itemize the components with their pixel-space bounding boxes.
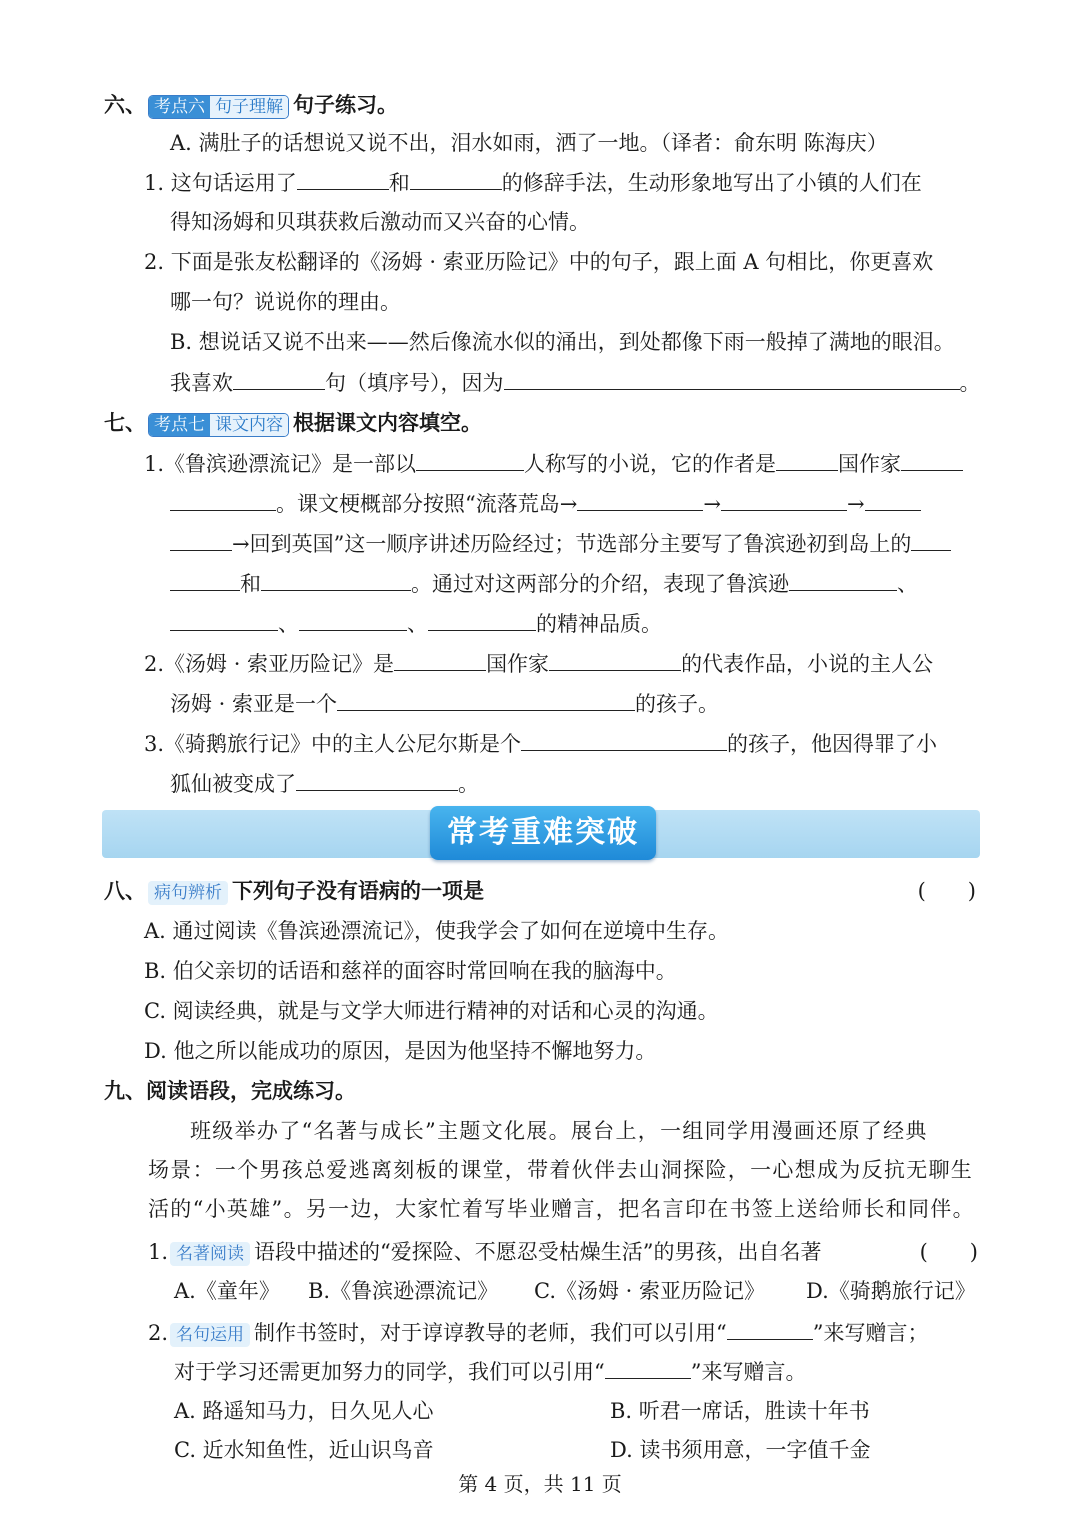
- q7-heading: [104, 408, 482, 438]
- q7-line5: [170, 608, 662, 639]
- q9-sub2-number: 2.: [148, 1321, 169, 1345]
- q7-blank-tom-country[interactable]: [394, 648, 486, 671]
- q9-sub1-text: 语段中描述的“爱探险、不愿忍受枯燥生活”的男孩，出自名著: [254, 1240, 822, 1264]
- q6-answer-line: [170, 367, 981, 398]
- q6-item1-text-a: 1. 这句话运用了: [144, 171, 297, 195]
- q6-blank-reason[interactable]: [504, 367, 960, 390]
- q7-line1: [144, 448, 963, 479]
- q6-item1-text-c: 的修辞手法，生动形象地写出了小镇的人们在: [501, 171, 922, 195]
- q8-number: 八、: [104, 878, 146, 903]
- q6-tag: [148, 95, 289, 119]
- q7-blank-content-2[interactable]: [261, 568, 411, 591]
- q6-sentence-a: A. 满肚子的话想说又说不出，泪水如雨，洒了一地。（译者：俞东明 陈海庆）: [170, 131, 888, 155]
- q8-option-d[interactable]: D. 他之所以能成功的原因，是因为他坚持不懈地努力。: [144, 1039, 657, 1063]
- q7-blank-content-1a[interactable]: [911, 528, 951, 551]
- q7-title: 根据课文内容填空。: [293, 410, 482, 435]
- q7-line8: [144, 728, 937, 759]
- q6-sentence-b: B. 想说话又说不出来——然后像流水似的涌出，到处都像下雨一般掉了满地的眼泪。: [170, 330, 955, 354]
- q9-sub2-option-b[interactable]: B. 听君一席话，胜读十年书: [610, 1399, 870, 1423]
- q7-l6-text-a: 2.《汤姆 · 索亚历险记》是: [144, 652, 395, 676]
- q6-title: 句子练习。: [293, 92, 398, 117]
- q7-l1-text-c: 国作家: [838, 452, 902, 476]
- q7-l2-arrow-b: →: [846, 492, 865, 516]
- q6-item2-line2: 哪一句？说说你的理由。: [170, 290, 401, 314]
- q7-tag-b: 课文内容: [210, 414, 288, 436]
- q6-number: 六、: [104, 92, 146, 117]
- q7-blank-tom-trait[interactable]: [337, 688, 635, 711]
- q6-blank-rhetoric-1[interactable]: [297, 167, 389, 190]
- q7-blank-content-1b[interactable]: [170, 568, 240, 591]
- q9-sub1-number: 1.: [148, 1240, 169, 1264]
- q7-blank-country[interactable]: [776, 448, 838, 471]
- q8-option-c[interactable]: C. 阅读经典，就是与文学大师进行精神的对话和心灵的沟通。: [144, 999, 719, 1023]
- q7-line3: [170, 528, 951, 559]
- q7-line7: [170, 688, 719, 719]
- q7-l4-text-a: 和: [240, 572, 261, 596]
- q9-sub1-option-d[interactable]: D.《骑鹅旅行记》: [806, 1279, 976, 1303]
- q7-blank-tom-author[interactable]: [549, 648, 681, 671]
- q6-blank-rhetoric-2[interactable]: [410, 167, 502, 190]
- q9-sub1-answer-bracket[interactable]: ( ): [919, 1240, 978, 1264]
- q9-sub2-line1: [148, 1317, 929, 1348]
- q7-tag: [148, 413, 289, 437]
- q6-answer-text-a: 我喜欢: [170, 371, 233, 395]
- page-number: 第 4 页，共 11 页: [458, 1472, 622, 1496]
- q6-tag-b: 句子理解: [210, 96, 288, 118]
- q7-l6-text-b: 国作家: [486, 652, 550, 676]
- q6-heading: [104, 90, 398, 120]
- q7-blank-plot-1[interactable]: [577, 488, 703, 511]
- q6-item1-text-b: 和: [388, 171, 410, 195]
- q9-sub2-l2-text-b: ”来写赠言。: [690, 1360, 807, 1384]
- q6-item2-line1: 2. 下面是张友松翻译的《汤姆 · 索亚历险记》中的句子，跟上面 A 句相比，你更喜欢: [144, 250, 934, 274]
- q9-sub1-option-c[interactable]: C.《汤姆 · 索亚历险记》: [534, 1279, 766, 1303]
- q8-option-b[interactable]: B. 伯父亲切的话语和慈祥的面容时常回响在我的脑海中。: [144, 959, 677, 983]
- q8-title: 下列句子没有语病的一项是: [232, 878, 484, 903]
- q7-line6: [144, 648, 933, 679]
- q9-sub2-l2-text-a: 对于学习还需更加努力的同学，我们可以引用“: [174, 1360, 605, 1384]
- q8-tag: 病句辨析: [148, 881, 228, 905]
- q7-l8-text-b: 的孩子，他因得罪了小: [727, 732, 938, 756]
- q9-sub1-option-b[interactable]: B.《鲁滨逊漂流记》: [308, 1279, 499, 1303]
- q8-option-a[interactable]: A. 通过阅读《鲁滨逊漂流记》，使我学会了如何在逆境中生存。: [144, 919, 730, 943]
- q7-l5-text: 的精神品质。: [536, 612, 662, 636]
- q9-sub2-option-a[interactable]: A. 路遥知马力，日久见人心: [174, 1399, 434, 1423]
- q7-blank-author-b[interactable]: [170, 488, 276, 511]
- q6-tag-a: 考点六: [149, 96, 210, 118]
- q6-item1-line1: [144, 167, 922, 198]
- q7-blank-author-a[interactable]: [901, 448, 963, 471]
- q6-item1-line2: 得知汤姆和贝琪获救后激动而又兴奋的心情。: [170, 210, 590, 234]
- q8-answer-bracket[interactable]: ( ): [917, 879, 976, 903]
- q7-l6-text-c: 的代表作品，小说的主人公: [681, 652, 934, 676]
- q9-sub2-option-d[interactable]: D. 读书须用意，一字值千金: [610, 1438, 871, 1462]
- q7-l7-text-a: 汤姆 · 索亚是一个: [170, 692, 338, 716]
- q7-l9-text-a: 狐仙被变成了: [170, 772, 296, 796]
- q9-sub2-line2: [174, 1356, 806, 1387]
- q9-sub2-text-a: 制作书签时，对于谆谆教导的老师，我们可以引用“: [254, 1321, 727, 1345]
- q7-l2-arrow-a: →: [703, 492, 721, 516]
- q7-l9-text-b: 。: [458, 772, 479, 796]
- q9-sub1: [148, 1237, 978, 1267]
- q9-blank-teacher-quote[interactable]: [727, 1317, 813, 1340]
- q7-number: 七、: [104, 410, 146, 435]
- q7-line9: [170, 768, 479, 799]
- q9-sub1-tag: 名著阅读: [170, 1242, 250, 1266]
- q7-blank-person[interactable]: [416, 448, 524, 471]
- q9-passage-line2: 场景：一个男孩总爱逃离刻板的课堂，带着伙伴去山洞探险，一心想成为反抗无聊生: [148, 1158, 974, 1182]
- q8-heading: [104, 876, 980, 906]
- q7-l7-text-b: 的孩子。: [635, 692, 720, 716]
- q6-answer-text-b: 句（填序号），因为: [325, 371, 504, 395]
- q7-blank-quality-1[interactable]: [789, 568, 897, 591]
- q9-passage-line3: 活的“小英雄”。另一边，大家忙着写毕业赠言，把名言印在书签上送给师长和同伴。: [148, 1197, 975, 1221]
- q7-blank-quality-3[interactable]: [299, 608, 407, 631]
- q7-line2: [170, 488, 921, 519]
- q7-l4-comma: 、: [897, 572, 918, 596]
- q9-heading: 九、阅读语段，完成练习。: [104, 1078, 356, 1103]
- q7-l1-text-b: 人称写的小说，它的作者是: [524, 452, 777, 476]
- q6-answer-end: 。: [959, 371, 981, 395]
- q7-l3-text: →回到英国”这一顺序讲述历险经过；节选部分主要写了鲁滨逊初到岛上的: [232, 532, 912, 556]
- q9-sub2-text-b: ”来写赠言；: [812, 1321, 929, 1345]
- q7-blank-nils-trait[interactable]: [521, 728, 727, 751]
- q7-blank-nils-form[interactable]: [296, 768, 458, 791]
- q7-blank-plot-2[interactable]: [721, 488, 847, 511]
- q7-l8-text-a: 3.《骑鹅旅行记》中的主人公尼尔斯是个: [144, 732, 522, 756]
- q9-blank-classmate-quote[interactable]: [605, 1356, 691, 1379]
- q7-blank-quality-2[interactable]: [170, 608, 278, 631]
- q7-blank-plot-3a[interactable]: [865, 488, 921, 511]
- q9-sub2-tag: 名句运用: [170, 1323, 250, 1347]
- q7-blank-quality-4[interactable]: [428, 608, 536, 631]
- q7-l5-comma-b: 、: [407, 612, 428, 636]
- q9-sub2-option-c[interactable]: C. 近水知鱼性，近山识鸟音: [174, 1438, 434, 1462]
- q7-line4: [170, 568, 918, 599]
- section-banner-title: 常考重难突破: [430, 806, 656, 860]
- q9-passage-line1: 班级举办了“名著与成长”主题文化展。展台上，一组同学用漫画还原了经典: [190, 1119, 928, 1143]
- q9-sub1-option-a[interactable]: A.《童年》: [174, 1279, 280, 1303]
- q6-blank-choice[interactable]: [233, 367, 325, 390]
- q7-tag-a: 考点七: [149, 414, 210, 436]
- q7-l2-text-a: 。课文梗概部分按照“流落荒岛→: [276, 492, 578, 516]
- q7-l5-comma-a: 、: [278, 612, 299, 636]
- q7-l4-text-b: 。通过对这两部分的介绍，表现了鲁滨逊: [411, 572, 789, 596]
- q7-blank-plot-3b[interactable]: [170, 528, 232, 551]
- q7-l1-text-a: 1.《鲁滨逊漂流记》是一部以: [144, 452, 417, 476]
